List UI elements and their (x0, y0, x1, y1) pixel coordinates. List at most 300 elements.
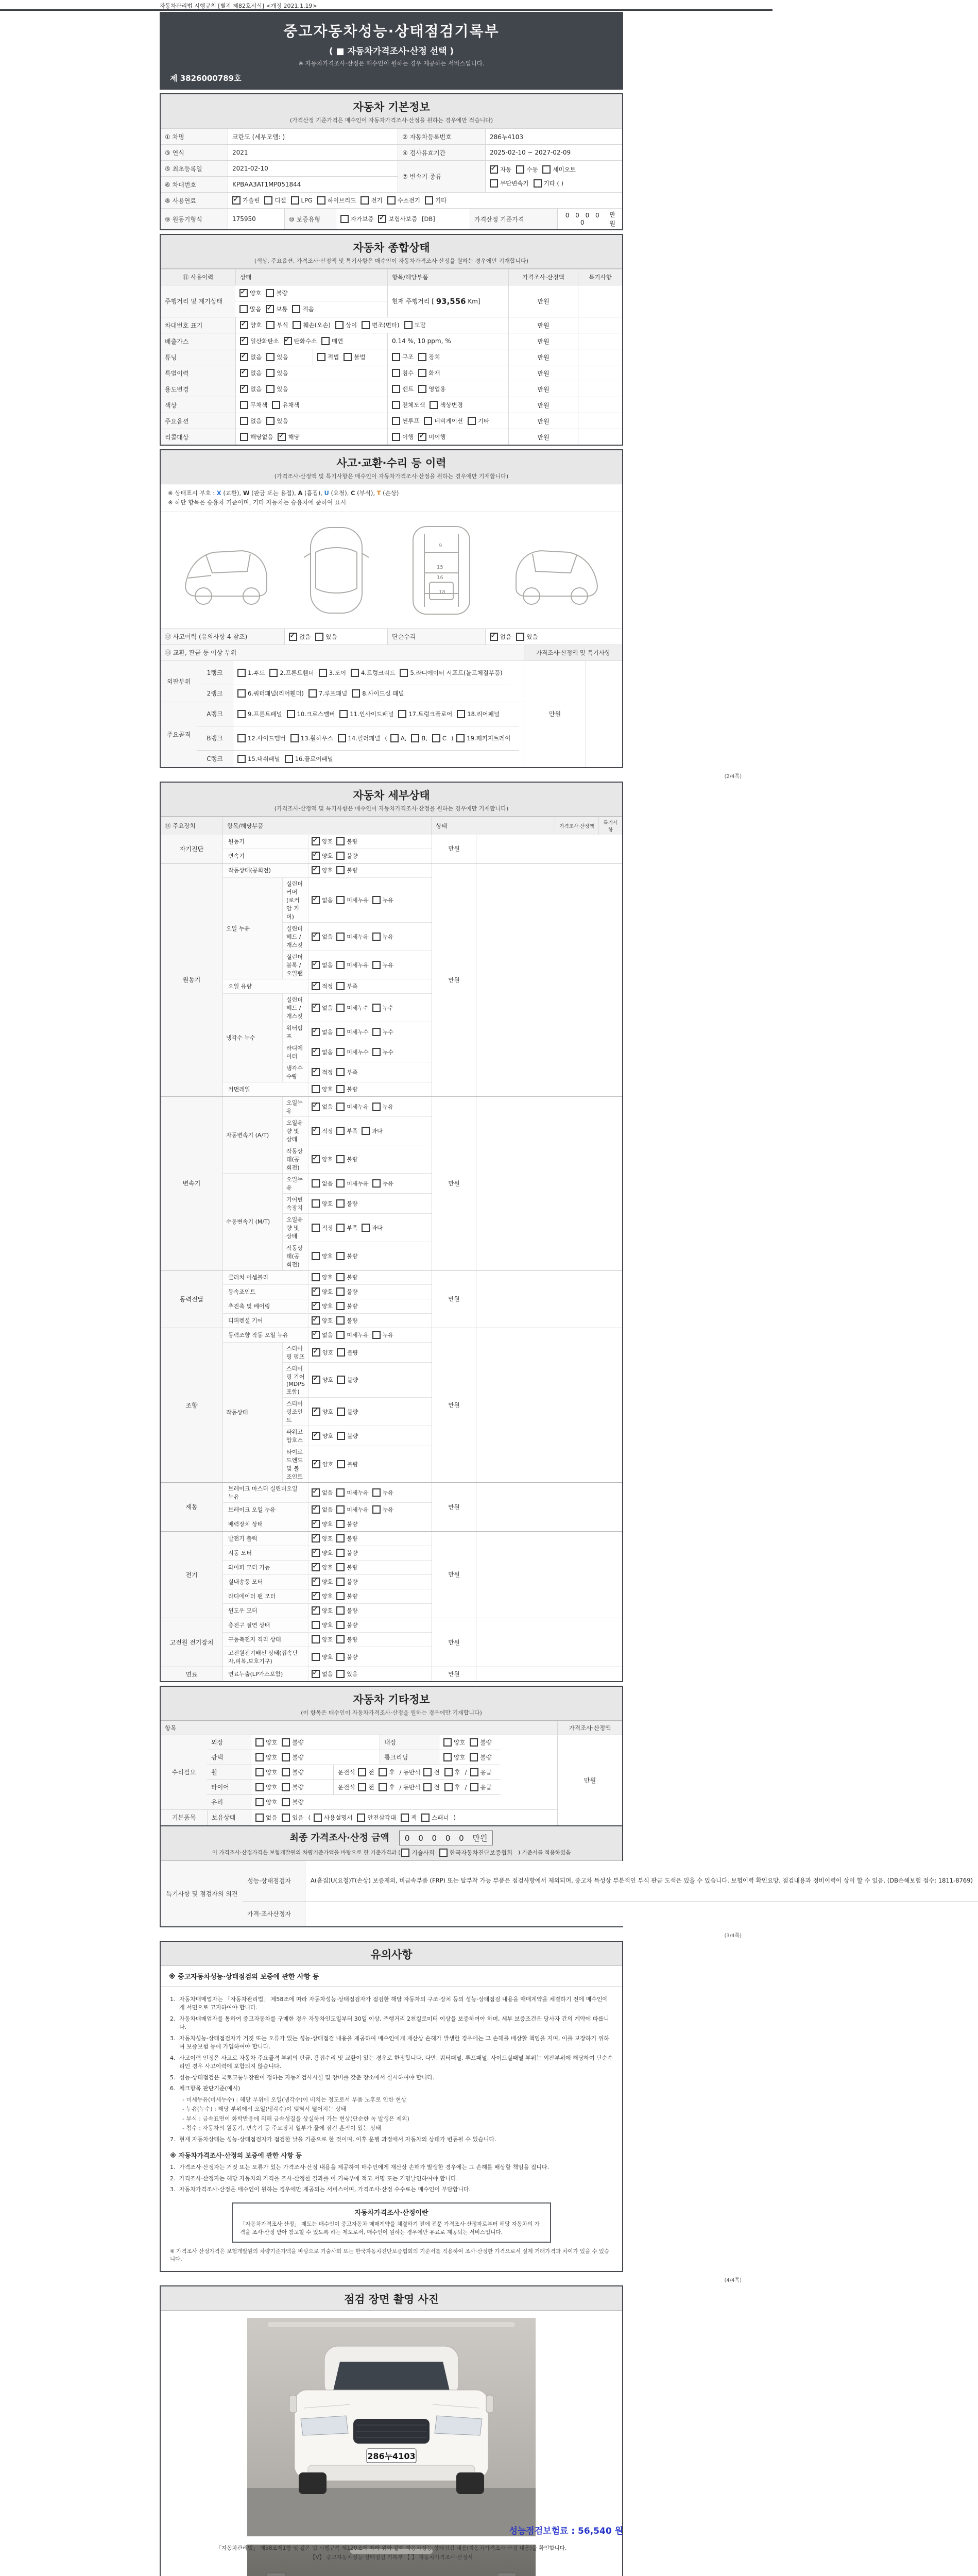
checkbox-icon[interactable] (352, 689, 360, 698)
checkbox-option[interactable] (255, 1738, 277, 1747)
checkbox-icon[interactable] (470, 1738, 478, 1747)
checkbox-icon[interactable] (404, 321, 413, 329)
checkbox-option[interactable] (312, 1549, 333, 1557)
checkbox-option[interactable] (372, 1488, 393, 1497)
checkbox-option[interactable] (490, 165, 511, 174)
checkbox-icon[interactable] (232, 196, 241, 205)
checkbox-icon[interactable] (337, 1376, 345, 1384)
checkbox-option[interactable] (336, 1505, 369, 1514)
checkbox-icon[interactable] (255, 1753, 264, 1761)
checkbox-option[interactable] (292, 305, 314, 313)
checkbox-icon[interactable] (266, 353, 274, 361)
checkbox-icon[interactable] (336, 1179, 345, 1188)
checkbox-option[interactable] (312, 1635, 333, 1643)
checkbox-option[interactable] (287, 710, 335, 718)
checkbox-option[interactable] (312, 1563, 333, 1571)
checkbox-option[interactable] (400, 669, 502, 677)
checkbox-option[interactable] (336, 1004, 369, 1012)
checkbox-icon[interactable] (490, 179, 498, 188)
checkbox-icon[interactable] (336, 852, 345, 860)
checkbox-option[interactable] (336, 1621, 357, 1629)
checkbox-icon[interactable] (315, 633, 323, 641)
checkbox-icon[interactable] (282, 1798, 290, 1806)
checkbox-option[interactable] (423, 1783, 439, 1791)
checkbox-option[interactable] (470, 1738, 491, 1747)
checkbox-icon[interactable] (312, 1302, 320, 1310)
checkbox-icon[interactable] (237, 689, 246, 698)
checkbox-option[interactable] (392, 417, 419, 425)
checkbox-option[interactable] (312, 896, 333, 904)
checkbox-icon[interactable] (240, 433, 248, 441)
checkbox-icon[interactable] (336, 1103, 345, 1111)
checkbox-icon[interactable] (312, 1432, 320, 1440)
checkbox-option[interactable] (312, 961, 333, 969)
checkbox-option[interactable] (237, 755, 280, 763)
checkbox-option[interactable] (239, 305, 261, 313)
checkbox-option[interactable] (337, 1348, 358, 1357)
checkbox-icon[interactable] (272, 401, 280, 409)
checkbox-option[interactable] (237, 734, 286, 742)
checkbox-icon[interactable] (372, 1028, 381, 1036)
checkbox-icon[interactable] (392, 401, 400, 409)
checkbox-icon[interactable] (358, 1783, 366, 1791)
checkbox-icon[interactable] (372, 1103, 381, 1111)
checkbox-option[interactable] (312, 1592, 333, 1600)
checkbox-option[interactable] (336, 1179, 369, 1188)
checkbox-icon[interactable] (457, 710, 465, 718)
checkbox-option[interactable] (319, 669, 346, 677)
checkbox-icon[interactable] (336, 961, 345, 969)
checkbox-icon[interactable] (255, 1814, 264, 1822)
checkbox-icon[interactable] (312, 1376, 320, 1384)
checkbox-icon[interactable] (312, 1085, 320, 1093)
checkbox-icon[interactable] (266, 321, 274, 329)
checkbox-option[interactable] (336, 1592, 357, 1600)
checkbox-icon[interactable] (282, 1753, 290, 1761)
checkbox-option[interactable] (282, 1783, 303, 1791)
checkbox-icon[interactable] (312, 1635, 320, 1643)
checkbox-icon[interactable] (362, 1224, 370, 1232)
checkbox-option[interactable] (312, 1376, 333, 1384)
checkbox-option[interactable] (282, 1814, 303, 1822)
checkbox-icon[interactable] (336, 1606, 345, 1615)
checkbox-icon[interactable] (312, 1621, 320, 1629)
checkbox-option[interactable] (264, 196, 286, 205)
checkbox-option[interactable] (336, 982, 357, 990)
checkbox-option[interactable] (490, 179, 529, 188)
checkbox-option[interactable] (444, 1768, 460, 1776)
checkbox-option[interactable] (470, 1753, 491, 1761)
checkbox-icon[interactable] (312, 1549, 320, 1557)
checkbox-icon[interactable] (336, 1505, 345, 1514)
checkbox-icon[interactable] (336, 866, 345, 874)
checkbox-option[interactable] (336, 1563, 357, 1571)
checkbox-option[interactable] (336, 1199, 357, 1208)
checkbox-icon[interactable] (312, 1273, 320, 1281)
checkbox-option[interactable] (255, 1753, 277, 1761)
checkbox-option[interactable] (372, 896, 393, 904)
checkbox-icon[interactable] (237, 734, 246, 742)
checkbox-option[interactable] (312, 1287, 333, 1296)
checkbox-icon[interactable] (336, 1331, 345, 1339)
checkbox-icon[interactable] (317, 353, 325, 361)
checkbox-option[interactable] (392, 433, 414, 441)
checkbox-icon[interactable] (335, 321, 344, 329)
checkbox-icon[interactable] (266, 417, 274, 425)
checkbox-icon[interactable] (372, 1505, 381, 1514)
checkbox-icon[interactable] (379, 1768, 387, 1776)
checkbox-icon[interactable] (392, 369, 400, 377)
checkbox-option[interactable] (312, 1155, 333, 1163)
checkbox-option[interactable] (282, 1798, 303, 1806)
checkbox-icon[interactable] (358, 1768, 366, 1776)
checkbox-option[interactable] (266, 385, 288, 393)
checkbox-icon[interactable] (430, 401, 438, 409)
checkbox-option[interactable] (336, 1068, 357, 1076)
checkbox-option[interactable] (266, 369, 288, 377)
checkbox-icon[interactable] (290, 734, 299, 742)
checkbox-option[interactable] (516, 165, 538, 174)
checkbox-option[interactable] (362, 1127, 383, 1135)
checkbox-icon[interactable] (336, 1004, 345, 1012)
checkbox-icon[interactable] (237, 669, 246, 677)
checkbox-icon[interactable] (312, 1028, 320, 1036)
checkbox-option[interactable] (401, 1849, 434, 1857)
checkbox-option[interactable] (401, 1814, 417, 1822)
checkbox-option[interactable] (338, 734, 381, 742)
checkbox-icon[interactable] (312, 1179, 320, 1188)
checkbox-icon[interactable] (308, 689, 317, 698)
checkbox-icon[interactable] (470, 1768, 478, 1776)
checkbox-icon[interactable] (444, 1783, 453, 1791)
checkbox-icon[interactable] (362, 1127, 370, 1135)
checkbox-option[interactable] (336, 1085, 357, 1093)
checkbox-icon[interactable] (372, 933, 381, 941)
checkbox-option[interactable] (392, 385, 414, 393)
checkbox-option[interactable] (266, 353, 288, 361)
checkbox-icon[interactable] (255, 1783, 264, 1791)
checkbox-option[interactable] (392, 401, 425, 409)
checkbox-option[interactable] (312, 1179, 333, 1188)
checkbox-option[interactable] (278, 433, 299, 441)
checkbox-option[interactable] (439, 1849, 512, 1857)
checkbox-option[interactable] (372, 1048, 393, 1056)
checkbox-icon[interactable] (336, 1520, 345, 1528)
checkbox-option[interactable] (430, 401, 462, 409)
checkbox-option[interactable] (312, 1348, 333, 1357)
checkbox-icon[interactable] (266, 385, 274, 393)
checkbox-option[interactable] (362, 1224, 383, 1232)
checkbox-icon[interactable] (319, 669, 327, 677)
checkbox-option[interactable] (362, 321, 399, 329)
checkbox-option[interactable] (312, 1488, 333, 1497)
checkbox-icon[interactable] (336, 982, 345, 990)
checkbox-icon[interactable] (291, 196, 299, 205)
checkbox-option[interactable] (336, 1273, 357, 1281)
checkbox-option[interactable] (291, 196, 313, 205)
checkbox-option[interactable] (336, 852, 357, 860)
checkbox-icon[interactable] (312, 1578, 320, 1586)
checkbox-icon[interactable] (336, 1563, 345, 1571)
checkbox-icon[interactable] (240, 401, 248, 409)
checkbox-icon[interactable] (337, 1408, 345, 1416)
checkbox-option[interactable] (239, 289, 261, 297)
checkbox-option[interactable] (282, 1753, 303, 1761)
checkbox-option[interactable] (312, 1316, 333, 1325)
checkbox-option[interactable] (312, 1068, 333, 1076)
checkbox-icon[interactable] (312, 1563, 320, 1571)
checkbox-icon[interactable] (534, 179, 542, 188)
checkbox-icon[interactable] (312, 933, 320, 941)
checkbox-option[interactable] (358, 1768, 374, 1776)
checkbox-icon[interactable] (255, 1768, 264, 1776)
checkbox-option[interactable] (312, 866, 333, 874)
checkbox-icon[interactable] (418, 433, 426, 441)
checkbox-option[interactable] (490, 633, 511, 641)
checkbox-icon[interactable] (336, 1302, 345, 1310)
checkbox-option[interactable] (392, 369, 414, 377)
checkbox-icon[interactable] (340, 215, 349, 223)
checkbox-icon[interactable] (443, 1738, 452, 1747)
checkbox-icon[interactable] (351, 669, 359, 677)
checkbox-option[interactable] (240, 385, 262, 393)
checkbox-option[interactable] (336, 866, 357, 874)
checkbox-icon[interactable] (392, 433, 400, 441)
checkbox-icon[interactable] (312, 1199, 320, 1208)
checkbox-icon[interactable] (312, 1520, 320, 1528)
checkbox-icon[interactable] (312, 1460, 320, 1468)
checkbox-icon[interactable] (240, 353, 248, 361)
checkbox-option[interactable] (372, 1179, 393, 1188)
checkbox-option[interactable] (312, 852, 333, 860)
checkbox-icon[interactable] (542, 165, 551, 174)
checkbox-icon[interactable] (401, 1814, 409, 1822)
checkbox-option[interactable] (387, 196, 420, 205)
checkbox-icon[interactable] (282, 1768, 290, 1776)
checkbox-option[interactable] (534, 179, 564, 188)
checkbox-option[interactable] (312, 1653, 333, 1661)
checkbox-option[interactable] (312, 1103, 333, 1111)
checkbox-icon[interactable] (336, 1224, 345, 1232)
checkbox-icon[interactable] (468, 417, 476, 425)
checkbox-icon[interactable] (400, 669, 408, 677)
checkbox-icon[interactable] (490, 633, 498, 641)
checkbox-icon[interactable] (425, 196, 433, 205)
checkbox-icon[interactable] (278, 433, 286, 441)
checkbox-option[interactable] (468, 417, 489, 425)
checkbox-icon[interactable] (255, 1738, 264, 1747)
checkbox-icon[interactable] (337, 1348, 345, 1357)
checkbox-icon[interactable] (312, 1488, 320, 1497)
checkbox-icon[interactable] (237, 755, 246, 763)
checkbox-icon[interactable] (240, 369, 248, 377)
checkbox-option[interactable] (372, 1028, 393, 1036)
checkbox-icon[interactable] (312, 1004, 320, 1012)
checkbox-icon[interactable] (336, 1316, 345, 1325)
checkbox-option[interactable] (336, 1549, 357, 1557)
checkbox-icon[interactable] (312, 961, 320, 969)
checkbox-option[interactable] (312, 1520, 333, 1528)
checkbox-option[interactable] (418, 433, 445, 441)
checkbox-icon[interactable] (361, 196, 369, 205)
checkbox-option[interactable] (372, 1331, 393, 1339)
checkbox-icon[interactable] (456, 734, 465, 742)
checkbox-option[interactable] (335, 321, 357, 329)
checkbox-icon[interactable] (317, 196, 325, 205)
checkbox-icon[interactable] (240, 321, 248, 329)
checkbox-option[interactable] (240, 401, 267, 409)
checkbox-icon[interactable] (293, 321, 301, 329)
checkbox-icon[interactable] (470, 1783, 478, 1791)
checkbox-icon[interactable] (372, 1179, 381, 1188)
checkbox-icon[interactable] (239, 305, 248, 313)
checkbox-option[interactable] (293, 321, 330, 329)
checkbox-icon[interactable] (285, 755, 293, 763)
checkbox-icon[interactable] (336, 1048, 345, 1056)
checkbox-option[interactable] (390, 734, 407, 742)
checkbox-icon[interactable] (424, 417, 432, 425)
checkbox-icon[interactable] (490, 165, 498, 174)
checkbox-option[interactable] (336, 1520, 357, 1528)
checkbox-icon[interactable] (312, 982, 320, 990)
checkbox-option[interactable] (336, 1302, 357, 1310)
checkbox-icon[interactable] (312, 1224, 320, 1232)
checkbox-option[interactable] (351, 669, 396, 677)
checkbox-icon[interactable] (336, 1068, 345, 1076)
checkbox-icon[interactable] (398, 710, 406, 718)
checkbox-option[interactable] (398, 710, 452, 718)
checkbox-option[interactable] (336, 1578, 357, 1586)
checkbox-option[interactable] (312, 1534, 333, 1543)
checkbox-option[interactable] (237, 710, 282, 718)
checkbox-option[interactable] (336, 1048, 369, 1056)
checkbox-option[interactable] (418, 353, 440, 361)
checkbox-icon[interactable] (336, 1488, 345, 1497)
checkbox-icon[interactable] (239, 289, 248, 297)
checkbox-option[interactable] (516, 633, 538, 641)
checkbox-icon[interactable] (336, 1592, 345, 1600)
checkbox-icon[interactable] (423, 1783, 432, 1791)
checkbox-icon[interactable] (312, 1592, 320, 1600)
checkbox-option[interactable] (312, 1252, 333, 1260)
checkbox-option[interactable] (237, 669, 265, 677)
checkbox-icon[interactable] (287, 710, 295, 718)
checkbox-option[interactable] (337, 1432, 358, 1440)
checkbox-option[interactable] (404, 321, 426, 329)
checkbox-icon[interactable] (336, 1085, 345, 1093)
checkbox-option[interactable] (542, 165, 575, 174)
checkbox-option[interactable] (290, 734, 333, 742)
checkbox-option[interactable] (312, 1085, 333, 1093)
checkbox-option[interactable] (269, 669, 314, 677)
checkbox-option[interactable] (240, 337, 279, 345)
checkbox-option[interactable] (336, 1252, 357, 1260)
checkbox-option[interactable] (312, 1606, 333, 1615)
checkbox-option[interactable] (312, 1028, 333, 1036)
checkbox-option[interactable] (240, 417, 262, 425)
checkbox-icon[interactable] (418, 369, 426, 377)
checkbox-icon[interactable] (312, 837, 320, 845)
checkbox-option[interactable] (282, 1768, 303, 1776)
checkbox-icon[interactable] (470, 1753, 478, 1761)
checkbox-option[interactable] (443, 1753, 465, 1761)
checkbox-icon[interactable] (337, 1460, 345, 1468)
checkbox-option[interactable] (255, 1783, 277, 1791)
checkbox-icon[interactable] (321, 337, 330, 345)
checkbox-option[interactable] (240, 353, 262, 361)
checkbox-icon[interactable] (516, 165, 524, 174)
checkbox-option[interactable] (312, 1048, 333, 1056)
checkbox-icon[interactable] (336, 1273, 345, 1281)
checkbox-icon[interactable] (240, 385, 248, 393)
checkbox-icon[interactable] (312, 1670, 320, 1678)
checkbox-icon[interactable] (314, 1814, 322, 1822)
checkbox-option[interactable] (240, 321, 262, 329)
checkbox-option[interactable] (312, 1460, 333, 1468)
checkbox-icon[interactable] (312, 1048, 320, 1056)
checkbox-icon[interactable] (336, 837, 345, 845)
checkbox-icon[interactable] (338, 734, 346, 742)
checkbox-option[interactable] (336, 961, 369, 969)
checkbox-option[interactable] (266, 417, 288, 425)
checkbox-icon[interactable] (312, 1653, 320, 1661)
checkbox-icon[interactable] (336, 1534, 345, 1543)
checkbox-option[interactable] (240, 369, 262, 377)
checkbox-option[interactable] (418, 369, 440, 377)
checkbox-icon[interactable] (372, 1488, 381, 1497)
checkbox-icon[interactable] (312, 1103, 320, 1111)
checkbox-option[interactable] (337, 1408, 358, 1416)
checkbox-option[interactable] (336, 1606, 357, 1615)
checkbox-option[interactable] (312, 1004, 333, 1012)
checkbox-option[interactable] (336, 933, 369, 941)
checkbox-icon[interactable] (337, 1432, 345, 1440)
checkbox-option[interactable] (240, 433, 273, 441)
checkbox-option[interactable] (336, 1287, 357, 1296)
checkbox-option[interactable] (321, 337, 343, 345)
checkbox-option[interactable] (312, 1432, 333, 1440)
checkbox-icon[interactable] (336, 1635, 345, 1643)
checkbox-option[interactable] (266, 289, 287, 297)
checkbox-option[interactable] (312, 1224, 333, 1232)
checkbox-option[interactable] (312, 1670, 333, 1678)
checkbox-icon[interactable] (289, 633, 297, 641)
checkbox-option[interactable] (312, 933, 333, 941)
checkbox-icon[interactable] (372, 1331, 381, 1339)
checkbox-icon[interactable] (336, 896, 345, 904)
checkbox-option[interactable] (312, 1199, 333, 1208)
checkbox-option[interactable] (339, 710, 393, 718)
checkbox-option[interactable] (312, 837, 333, 845)
checkbox-option[interactable] (336, 1028, 369, 1036)
checkbox-icon[interactable] (401, 1849, 409, 1857)
checkbox-icon[interactable] (312, 1127, 320, 1135)
checkbox-option[interactable] (336, 1331, 369, 1339)
checkbox-option[interactable] (372, 1505, 393, 1514)
checkbox-option[interactable] (336, 1534, 357, 1543)
checkbox-option[interactable] (266, 305, 287, 313)
checkbox-icon[interactable] (444, 1768, 453, 1776)
checkbox-option[interactable] (336, 1103, 369, 1111)
checkbox-option[interactable] (317, 196, 356, 205)
checkbox-option[interactable] (456, 734, 510, 742)
checkbox-icon[interactable] (411, 734, 419, 742)
checkbox-option[interactable] (312, 1127, 333, 1135)
checkbox-option[interactable] (336, 837, 357, 845)
checkbox-option[interactable] (312, 1302, 333, 1310)
checkbox-option[interactable] (308, 689, 347, 698)
checkbox-icon[interactable] (390, 734, 399, 742)
